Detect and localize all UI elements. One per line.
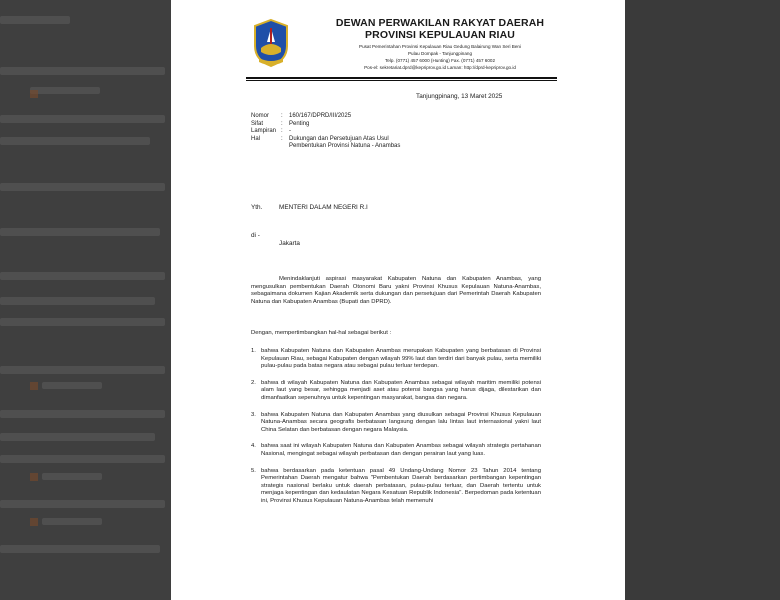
document-page bbox=[171, 0, 625, 600]
list-item: 1. bahwa Kabupaten Natuna dan Kabupaten Anambas merupakan Kabupaten yang berbatasan di Provinsi Kepulauan Riau, sebagai Kabupaten dengan wilayah 99% laut dan terdiri dari banyak pulau, serta memiliki pulau-pulau pada batas negara atau sebagai pulau terluar terdepan. bbox=[251, 348, 541, 370]
letter-date: Tanjungpinang, 13 Maret 2025 bbox=[416, 93, 503, 100]
letterhead-divider bbox=[246, 77, 557, 79]
consideration-heading: Dengan, mempertimbangkan hal-hal sebagai berikut : bbox=[251, 330, 392, 336]
meta-row-subject: Hal : Dukungan dan Persetujuan Atas Usul Pembentukan Provinsi Natuna - Anambas bbox=[251, 135, 401, 150]
recipient-line bbox=[251, 204, 368, 211]
list-item: 4. bahwa saat ini wilayah Kabupaten Natuna dan Kabupaten Anambas sebagai wilayah strategis pertahanan Nasional, mengingat sebagai wilayah perbatasan dan dengan perairan laut yang luas. bbox=[251, 443, 541, 457]
viewer-right-margin bbox=[625, 0, 780, 600]
address-line: Pusat Pemerintahan Provinsi Kepulauan Riau Gedung Balairung Wan Seri Beni bbox=[359, 44, 521, 49]
list-item: 5. bahwa berdasarkan pada ketentuan pasal 49 Undang-Undang Nomor 23 Tahun 2014 tentang Pemerintahan Daerah mengatur bahwa "Pembentukan Daerah berdasarkan pertimbangan kepentingan strategis nasional berlaku untuk daerah perbatasan, pulau-pulau terluar, dan Daerah tertentu untuk menjaga kepentingan dan kedaulatan Negara Kesatuan Republik Indonesia". Berpedoman pada ketentuan ini, Provinsi Khusus Kepulauan Natuna-Anambas telah memenuhi bbox=[251, 467, 541, 504]
list-item: 3. bahwa Kabupaten Natuna dan Kabupaten Anambas yang diusulkan sebagai Provinsi Khusus Kepulauan Natuna-Anambas secara geografis berbatasan langsung dengan lalu lintas laut internasional yakni laut China Selatan dan berbatasan dengan negara Malaysia. bbox=[251, 411, 541, 433]
email-line: Pos-el: sekretariat.dprd@kepriprov.go.id Laman: http://dprd-kepriprov.go.id bbox=[364, 65, 516, 70]
recipient-di: di - bbox=[251, 232, 260, 239]
address-line: Pulau Dompak - Tanjungpinang bbox=[407, 51, 472, 56]
province-name: PROVINSI KEPULAUAN RIAU bbox=[365, 28, 515, 41]
salutation: Yth. bbox=[251, 204, 263, 211]
letter-metadata bbox=[251, 113, 439, 151]
recipient-name: MENTERI DALAM NEGERI R.I bbox=[279, 204, 368, 211]
letterhead-address bbox=[296, 43, 584, 71]
province-crest-icon bbox=[252, 18, 290, 68]
letterhead-title bbox=[296, 18, 584, 41]
phone-line: Telp. (0771) 457 6000 (Hunting) Fax. (0771) 457 6002 bbox=[384, 58, 496, 63]
intro-paragraph: Menindaklanjuti aspirasi masyarakat Kabupaten Natuna dan Kabupaten Anambas, yang mengusulkan pembentukan Daerah Otonomi Baru yakni Provinsi Khusus Kepulauan Natuna-Anambas, sebagaimana dokumen Kajian Akademik serta dukungan dan persetujuan dari Pemerintah Daerah Kabupaten Natuna dan Kabupaten Anambas (Bupati dan DPRD). bbox=[251, 276, 541, 305]
meta-row-nature: Sifat : Penting bbox=[251, 120, 310, 127]
recipient-city: Jakarta bbox=[279, 240, 300, 247]
institution-name: DEWAN PERWAKILAN RAKYAT DAERAH bbox=[335, 17, 545, 29]
meta-row-attachment: Lampiran : - bbox=[251, 128, 291, 135]
list-item: 2. bahwa di wilayah Kabupaten Natuna dan Kabupaten Anambas sebagai wilayah maritim memiliki potensi alam laut yang besar, sehingga menjadi aset atau potensi bangsa yang harus dijaga, dilestarikan dan dimanfaatkan sepenuhnya untuk kepentingan masyarakat, bangsa dan negara. bbox=[251, 379, 541, 401]
consideration-list bbox=[251, 348, 541, 515]
meta-row-number: Nomor : 160/167/DPRD/III/2025 bbox=[251, 113, 352, 119]
letterhead-divider-thin bbox=[246, 80, 557, 81]
